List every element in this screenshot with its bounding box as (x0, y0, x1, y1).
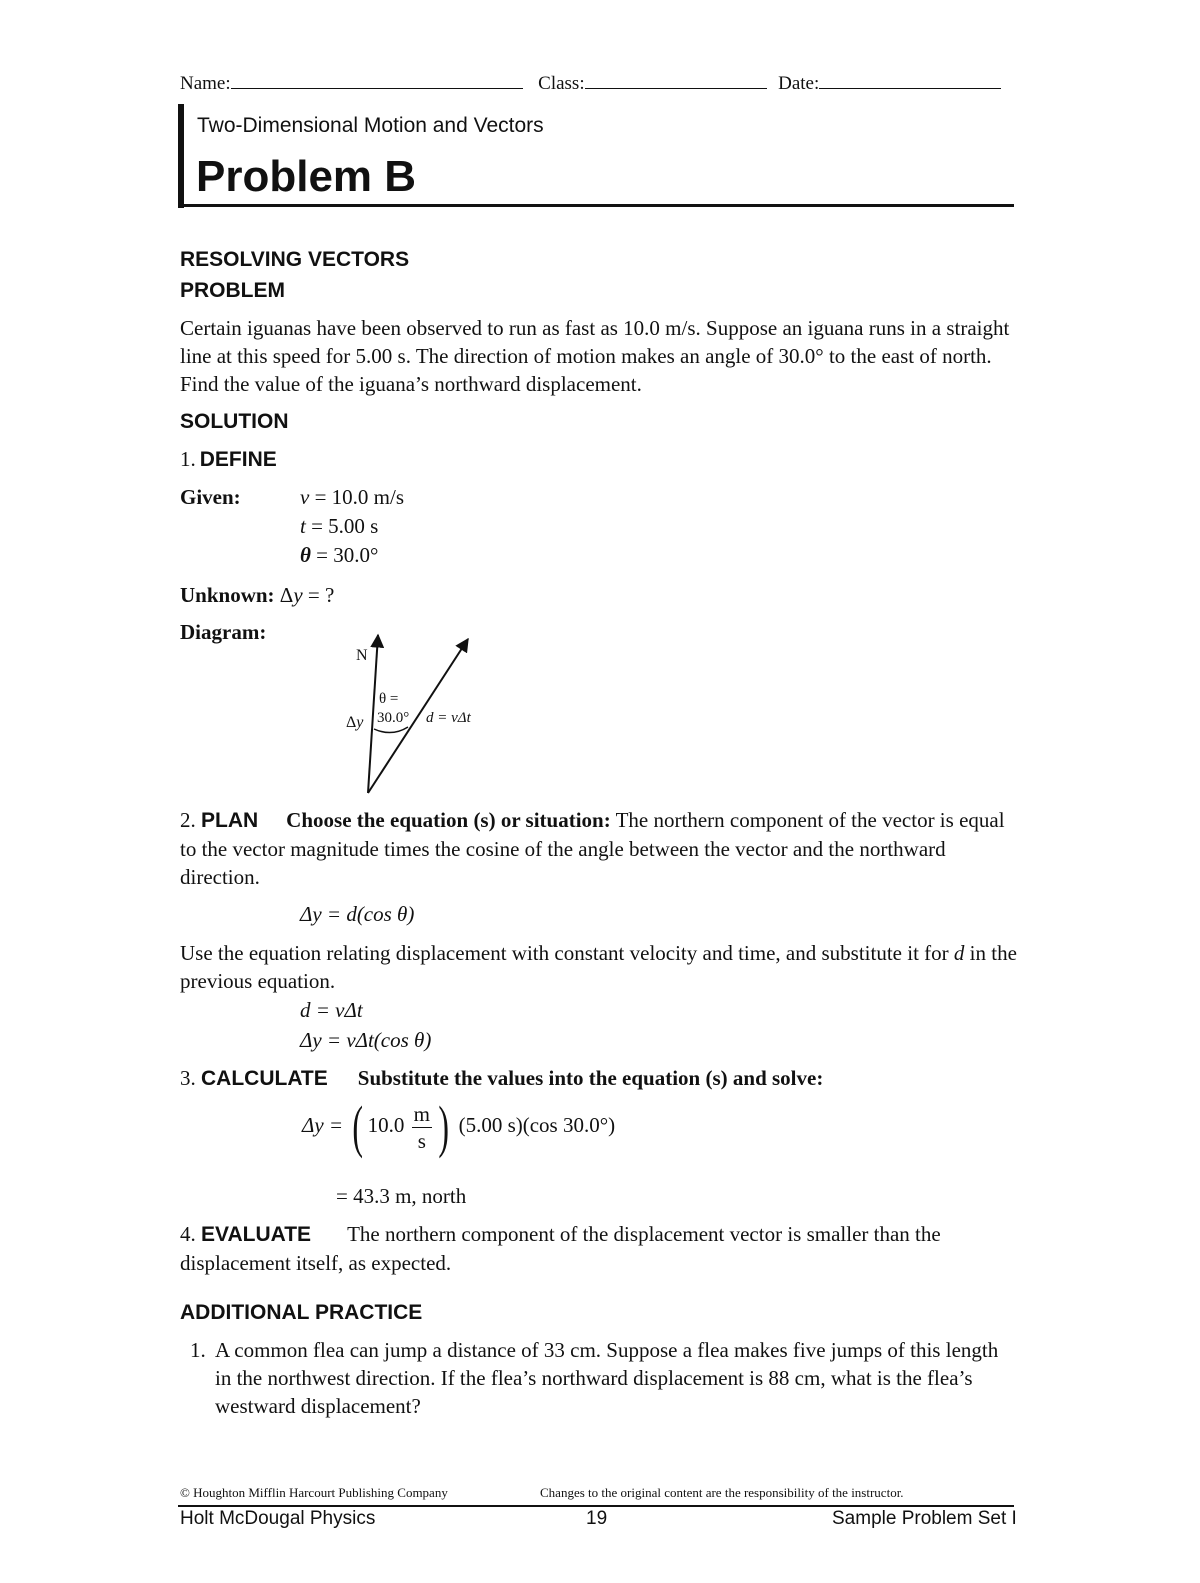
book-title: Holt McDougal Physics (180, 1508, 376, 1529)
unknown-line (180, 583, 334, 608)
copyright: © Houghton Mifflin Harcourt Publishing Company (180, 1485, 448, 1500)
unknown-label: Unknown: (180, 583, 275, 607)
evaluate-number: 4. (180, 1222, 196, 1246)
additional-heading: ADDITIONAL PRACTICE (180, 1301, 423, 1324)
practice-question: A common flea can jump a distance of 33 cm. Suppose a flea makes five jumps of this length in the northwest direction. If the flea’s northward displacement is 88 cm, what is the flea’s westward displacement? (215, 1338, 999, 1418)
given-var: θ (300, 543, 311, 567)
define-heading (180, 447, 277, 472)
theta-label: θ = (379, 691, 399, 707)
plan-text2-var: d (953, 941, 965, 965)
given-v (300, 485, 404, 510)
frac-num: m (413, 1101, 430, 1126)
calculate-heading (180, 1066, 823, 1091)
title-bar (178, 104, 184, 208)
plan-text2-a: Use the equation relating displacement with constant velocity and time, and substitute it for (180, 941, 954, 965)
plan-eq2: d = vΔt (300, 998, 363, 1022)
plan-paragraph (180, 806, 1020, 891)
d-label: d = vΔt (426, 710, 471, 726)
footer-rule (178, 1505, 1014, 1507)
class-label: Class: (538, 73, 585, 94)
solution-heading: SOLUTION (180, 410, 289, 433)
date-blank (819, 72, 1001, 89)
left-paren: ( (352, 1094, 364, 1159)
given-value: = 30.0° (310, 543, 379, 567)
name-label: Name: (180, 73, 231, 94)
plan-number: 2. (180, 808, 196, 832)
given-var: t (300, 514, 306, 538)
right-paren: ) (438, 1094, 449, 1159)
frac-den: s (417, 1128, 426, 1153)
page-title: Problem B (196, 152, 417, 201)
practice-number: 1. (190, 1338, 206, 1362)
title-rule (178, 204, 1014, 207)
given-value: = 5.00 s (305, 514, 379, 538)
header-fields (180, 72, 1001, 95)
plan-label: PLAN (201, 809, 259, 832)
problem-heading: PROBLEM (180, 279, 285, 302)
date-label: Date: (778, 73, 820, 94)
angle-value-label: 30.0° (377, 710, 410, 726)
given-var: v (300, 485, 310, 509)
calculate-number: 3. (180, 1066, 196, 1090)
angle-arc (374, 727, 408, 733)
evaluate-text: The northern component of the displacement vector is smaller than the displacement itself, as expected. (180, 1222, 941, 1275)
dy-var: y (356, 714, 364, 731)
change-notice: Changes to the original content are the responsibility of the instructor. (540, 1485, 904, 1500)
unknown-rest: = ? (302, 583, 335, 607)
evaluate-paragraph (180, 1220, 1020, 1277)
calculate-lead: Substitute the values into the equation (s) and solve: (357, 1066, 824, 1090)
vector-diagram (330, 625, 510, 800)
given-t (300, 514, 378, 539)
plan-text2-b: in the previous equation. (180, 941, 1017, 993)
evaluate-label: EVALUATE (201, 1223, 312, 1246)
calculate-equation (302, 1094, 616, 1159)
plan-lead: Choose the equation (s) or situation: (286, 808, 611, 832)
calculate-label: CALCULATE (201, 1067, 328, 1090)
section-heading: RESOLVING VECTORS (180, 248, 410, 271)
given-value: = 10.0 m/s (309, 485, 405, 509)
diagram-label: Diagram: (180, 620, 267, 644)
plan-eq1: Δy = d(cos θ) (300, 902, 415, 926)
plan-text: The northern component of the vector is equal to the vector magnitude times the cosine of the angle between the vector and the northward direction. (180, 808, 1005, 889)
problem-set: Sample Problem Set I (832, 1508, 1017, 1529)
unknown-var: y (293, 583, 303, 607)
unknown-delta: Δ (279, 583, 294, 607)
define-label: DEFINE (199, 448, 277, 471)
class-blank (585, 72, 767, 89)
north-label: N (356, 647, 368, 664)
unit-fraction (412, 1101, 432, 1154)
name-blank (231, 72, 523, 89)
dy-label (346, 714, 364, 731)
given-theta (300, 543, 378, 568)
dy-delta: Δ (346, 714, 357, 731)
calc-result: = 43.3 m, north (336, 1184, 467, 1208)
plan-eq3: Δy = vΔt(cos θ) (300, 1028, 432, 1052)
given-label: Given: (180, 485, 241, 509)
calc-rest: (5.00 s)(cos 30.0°) (458, 1112, 616, 1137)
chapter-title: Two-Dimensional Motion and Vectors (197, 114, 544, 137)
plan-paragraph-2 (180, 939, 1020, 995)
page-number: 19 (586, 1508, 608, 1529)
calc-coef: 10.0 (367, 1112, 405, 1137)
define-number: 1. (180, 447, 196, 471)
calc-lhs: Δy = (302, 1112, 344, 1137)
problem-text: Certain iguanas have been observed to run as fast as 10.0 m/s. Suppose an iguana runs in a straight line at this speed for 5.00 s. The direction of motion makes an angle of 30.0° to the east of north. Find the value of the iguana’s northward displacement. (180, 316, 1010, 396)
